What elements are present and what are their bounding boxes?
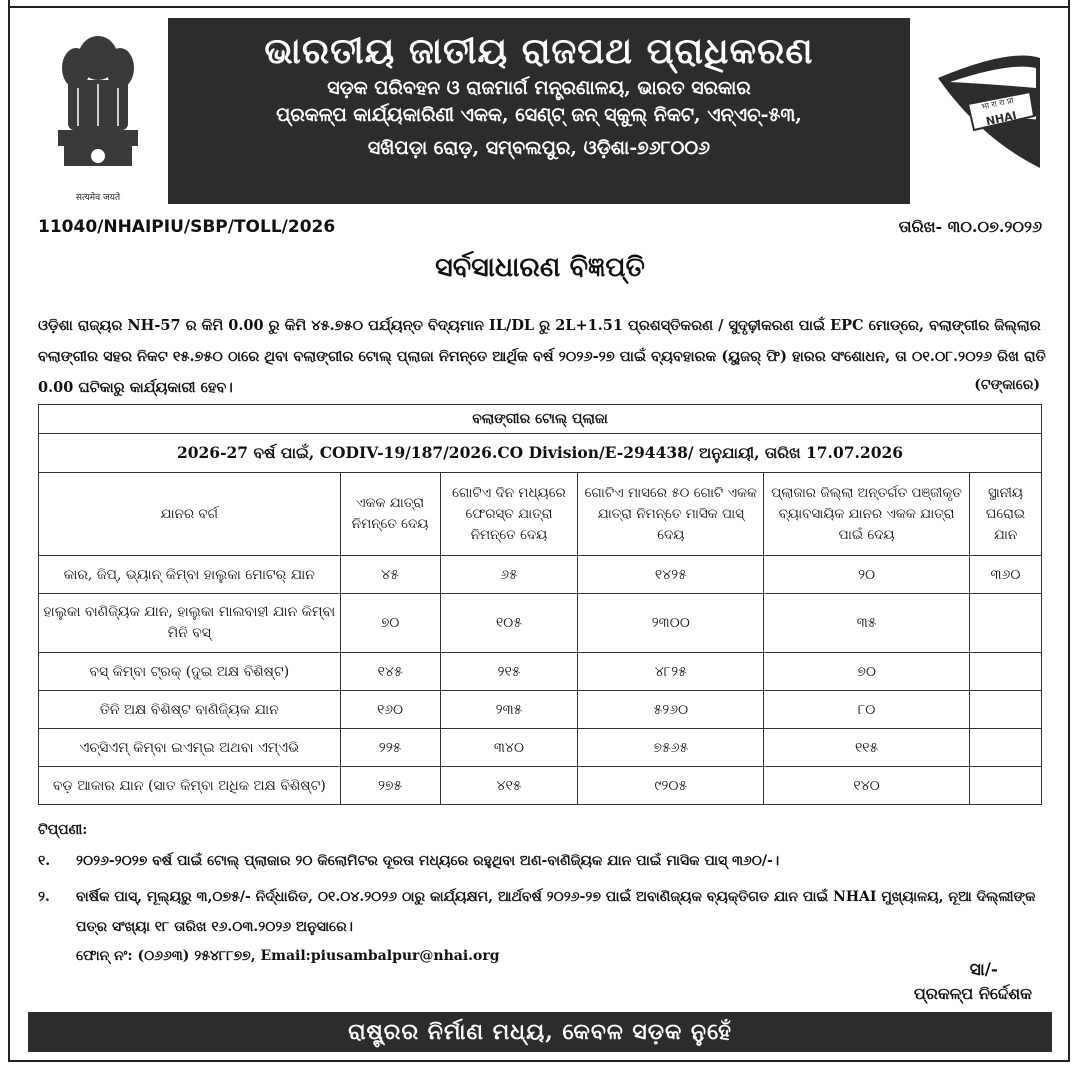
commercial-fee: ୧୧୫: [764, 729, 970, 767]
bottom-border: [8, 1060, 1070, 1062]
single-fee: ୧୬୦: [340, 691, 440, 729]
notes-title: ଟିପ୍ପଣୀ:: [38, 822, 88, 838]
commercial-fee: ୨୦: [764, 556, 970, 594]
note-text: ୨୦୨୬-୨୦୨୭ ବର୍ଷ ପାଇଁ ଟୋଲ୍ ପ୍ଲାଜାର ୨୦ କିଲୋମିଟର ଦୂରତା ମଧ୍ୟରେ ରହୁଥିବା ଅଣ-ବାଣିଜ୍ୟିକ ଯାନ ପାଇଁ ମାସିକ ପାସ୍ ୩୬୦/-।: [76, 853, 780, 869]
national-emblem: [28, 18, 168, 204]
note-item: [38, 846, 1048, 876]
monthly-fee: ୭୫୬୫: [578, 729, 764, 767]
note-number: ୧.: [38, 853, 51, 869]
address-line-2: ସଖିପଡ଼ା ରୋଡ଼, ସମ୍ବଲପୁର, ଓଡ଼ିଶା-୭୬୮୦୦୬: [367, 137, 711, 159]
signature-mark: ସା/-: [969, 960, 998, 980]
vehicle-category: ତିନି ଅକ୍ଷ ବିଶିଷ୍ଟ ବାଣିଜ୍ୟିକ ଯାନ: [39, 691, 341, 729]
local-fee: [970, 767, 1042, 805]
col-header-return: ଗୋଟିଏ ଦିନ ମଧ୍ୟରେ ଫେରସ୍ତ ଯାତ୍ରା ନିମନ୍ତେ ଦେୟ: [440, 473, 578, 556]
nhai-road-icon: [910, 18, 1052, 204]
letterhead: [28, 18, 1052, 204]
note-number: ୨.: [38, 889, 50, 905]
col-header-single: ଏକକ ଯାତ୍ରା ନିମନ୍ତେ ଦେୟ: [340, 473, 440, 556]
commercial-fee: ୧୪୦: [764, 767, 970, 805]
single-fee: ୪୫: [340, 556, 440, 594]
lion-capital-icon: [28, 18, 168, 188]
note-item: [38, 882, 1048, 942]
reference-row: [38, 217, 1042, 241]
local-fee: [970, 594, 1042, 653]
intro-paragraph: ଓଡ଼ିଶା ରାଜ୍ୟର NH-57 ର କିମି 0.00 ରୁ କିମି ୪୫.୭୫୦ ପର୍ଯ୍ୟନ୍ତ ବିଦ୍ୟମାନ IL/DL ରୁ 2L+1.51 ପ୍ରଶସ୍ତିକରଣ / ସୁଦୃଢ଼ୀକରଣ ପାଇଁ EPC ମୋଡ୍‌ରେ, ବଲାଙ୍ଗୀର ଜିଲ୍ଲାର ବଲାଙ୍ଗୀର ସହର ନିକଟ ୧୫.୭୫୦ ଠାରେ ଥିବା ବଲାଙ୍ଗୀର ଟୋଲ୍ ପ୍ଲାଜା ନିମନ୍ତେ ଆର୍ଥିକ ବର୍ଷ ୨୦୨୬-୨୭ ପାଇଁ ବ୍ୟବହାରକ (ୟୁଜର୍ ଫି) ହାରର ସଂଶୋଧନ, ତା ୦୧.୦୮.୨୦୨୬ ରିଖ ରାତି 0.00 ଘଟିକାରୁ କାର୍ଯ୍ୟକାରୀ ହେବ।: [38, 317, 1046, 396]
table-row: [39, 594, 1042, 653]
col-header-local: ସ୍ଥାନୀୟ ଘରୋଇ ଯାନ: [970, 473, 1042, 556]
col-header-commercial: ପ୍ଲାଜାର ଜିଲ୍ଲା ଅନ୍ତର୍ଗତ ପଞ୍ଜୀକୃତ ବ୍ୟାବସାୟିକ ଯାନର ଏକକ ଯାତ୍ରା ପାଇଁ ଦେୟ: [764, 473, 970, 556]
monthly-fee: ୧୪୨୫: [578, 556, 764, 594]
table-row: [39, 653, 1042, 691]
commercial-fee: ୭୦: [764, 653, 970, 691]
table-row: [39, 767, 1042, 805]
local-fee: ୩୬୦: [970, 556, 1042, 594]
single-fee: ୭୦: [340, 594, 440, 653]
return-fee: ୨୧୫: [440, 653, 578, 691]
monthly-fee: ୫୨୬୦: [578, 691, 764, 729]
emblem-motto: सत्यमेव जयते: [75, 193, 121, 203]
vehicle-category: କାର, ଜିପ୍, ଭ୍ୟାନ୍ କିମ୍ବା ହାଲୁକା ମୋଟର୍ ଯାନ: [39, 556, 341, 594]
notice-title: ସର୍ବସାଧାରଣ ବିଜ୍ଞପ୍ତି: [435, 252, 645, 283]
footer-slogan: ରାଷ୍ଟ୍ରର ନିର୍ମାଣ ମଧ୍ୟ, କେବଳ ସଡ଼କ ନୁହେଁ: [28, 1012, 1052, 1052]
return-fee: ୪୧୫: [440, 767, 578, 805]
address-line-1: ପ୍ରକଳ୍ପ କାର୍ଯ୍ୟକାରିଣୀ ଏକକ, ସେଣ୍ଟ୍ ଜନ୍ ସ୍କୁଲ୍ ନିକଟ, ଏନ୍‌ଏଚ୍-୫୩,: [276, 104, 802, 126]
plaza-name: ବଲାଙ୍ଗୀର ଟୋଲ୍ ପ୍ଲାଜା: [39, 405, 1042, 434]
nhai-logo-text: NHAI: [984, 108, 1018, 129]
signatory-title: ପ୍ରକଳ୍ପ ନିର୍ଦ୍ଦେଶକ: [913, 984, 1032, 1003]
vehicle-category: ବସ୍ କିମ୍ବା ଟ୍ରକ୍ (ଦୁଇ ଅକ୍ଷ ବିଶିଷ୍ଟ): [39, 653, 341, 691]
col-header-category: ଯାନର ବର୍ଗ: [39, 473, 341, 556]
vehicle-category: ହାଲୁକା ବାଣିଜ୍ୟିକ ଯାନ, ହାଲୁକା ମାଲବାହୀ ଯାନ କିମ୍ବା ମିନି ବସ୍: [39, 594, 341, 653]
monthly-fee: ୪୮୨୫: [578, 653, 764, 691]
vehicle-category: ଏଚ୍‌ସିଏମ୍ କିମ୍ବା ଇଏମ୍‌ଇ ଅଥବା ଏମ୍‌ଏଭି: [39, 729, 341, 767]
return-fee: ୨୩୫: [440, 691, 578, 729]
table-header-row: [39, 473, 1042, 556]
nhai-logo-devanagari: भा रा रा प्रा: [980, 95, 1015, 112]
note-text: ବାର୍ଷିକ ପାସ୍, ମୂଲ୍ୟରୁ ୩,୦୭୫/- ନିର୍ଦ୍ଧାରିତ, ୦୧.୦୪.୨୦୨୬ ଠାରୁ କାର୍ଯ୍ୟକ୍ଷମ, ଆର୍ଥବର୍ଷ ୨୦୨୬-୨୭ ପାଇଁ ଅବାଣିଜ୍ୟକ ବ୍ୟକ୍ତିଗତ ଯାନ ପାଇଁ NHAI ମୁଖ୍ୟାଳୟ, ନୂଆ ଦିଲ୍ଲୀଙ୍କ ପତ୍ର ସଂଖ୍ୟା ୧୮ ତାରିଖ ୧୬.୦୩.୨୦୨୬ ଅନୁସାରେ।: [76, 889, 1036, 935]
table-row: [39, 556, 1042, 594]
return-fee: ୩୪୦: [440, 729, 578, 767]
order-reference: 2026-27 ବର୍ଷ ପାଇଁ, CODIV-19/187/2026.CO Division/E-294438/ ଅନୁଯାୟୀ, ତାରିଖ 17.07.2026: [39, 434, 1042, 473]
org-banner: [168, 18, 910, 204]
single-fee: ୨୭୫: [340, 767, 440, 805]
currency-unit: (ଟଙ୍କାରେ): [974, 377, 1040, 393]
col-header-monthly: ଗୋଟିଏ ମାସରେ ୫୦ ଗୋଟି ଏକକ ଯାତ୍ରା ନିମନ୍ତେ ମାସିକ ପାସ୍ ଦେୟ: [578, 473, 764, 556]
contact-info: ଫୋନ୍ ନଂ: (୦୬୬୩) ୨୫୪୮୮୭୭, Email:piusambalpur@nhai.org: [76, 948, 500, 964]
return-fee: ୧୦୫: [440, 594, 578, 653]
return-fee: ୬୫: [440, 556, 578, 594]
monthly-fee: ୯୨୦୫: [578, 767, 764, 805]
commercial-fee: ୮୦: [764, 691, 970, 729]
single-fee: ୧୪୫: [340, 653, 440, 691]
commercial-fee: ୩୫: [764, 594, 970, 653]
notice-date: ତାରିଖ- ୩୦.୦୭.୨୦୨୬: [898, 217, 1042, 236]
reference-number: 11040/NHAIPIU/SBP/TOLL/2026: [38, 217, 336, 237]
monthly-fee: ୨୩୦୦: [578, 594, 764, 653]
vehicle-category: ବଡ଼ ଆକାର ଯାନ (ସାତ କିମ୍ବା ଅଧିକ ଅକ୍ଷ ବିଶିଷ୍ଟ): [39, 767, 341, 805]
table-row: [39, 691, 1042, 729]
local-fee: [970, 729, 1042, 767]
nhai-logo: [910, 18, 1052, 204]
single-fee: ୨୨୫: [340, 729, 440, 767]
local-fee: [970, 653, 1042, 691]
ministry-line: ସଡ଼କ ପରିବହନ ଓ ରାଜମାର୍ଗ ମନ୍ତ୍ରଣାଳୟ, ଭାରତ ସରକାର: [327, 77, 751, 99]
org-name: ଭାରତୀୟ ଜାତୀୟ ରାଜପଥ ପ୍ରାଧିକରଣ: [264, 30, 814, 72]
table-row: [39, 729, 1042, 767]
local-fee: [970, 691, 1042, 729]
toll-rate-table: [38, 404, 1042, 805]
